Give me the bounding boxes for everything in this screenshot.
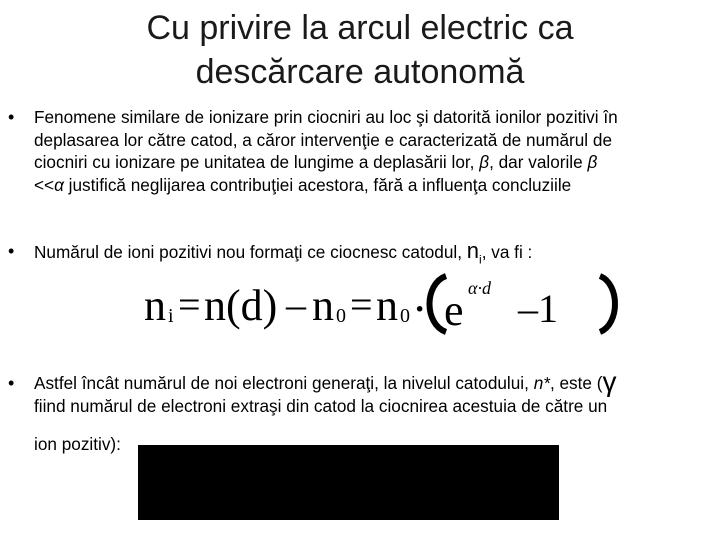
bullet-paragraph-ion-collisions (34, 106, 710, 196)
formula-minus-one: –1 (518, 286, 558, 331)
formula-n0-a: n (312, 281, 334, 330)
title-line-1: Cu privire la arcul electric ca (146, 9, 574, 47)
formula-n0-b: n (376, 281, 398, 330)
text-segment: << (34, 174, 55, 195)
nstar-symbol: n* (533, 373, 550, 393)
beta-symbol: β (587, 152, 598, 172)
text-segment: Numărul de ioni pozitivi nou formaţi ce ciocnesc catodul, (34, 242, 467, 262)
ni-symbol (466, 238, 482, 267)
text-segment: , va fi : (481, 242, 533, 262)
paragraph-line: fiind numărul de electroni extraşi din catod la ciocnirea acestuia de către un (34, 395, 608, 416)
text-segment: ciocniri cu ionizare pe unitatea de lungime a deplasării lor, (34, 152, 480, 172)
bullet-marker: • (8, 373, 15, 393)
gamma-symbol: γ (602, 366, 617, 397)
formula-equals: = (178, 282, 201, 327)
paragraph-line (34, 174, 710, 197)
text-segment: Astfel încât numărul de noi electroni generaţi, la nivelul catodului, (34, 373, 534, 393)
formula-equals: = (350, 282, 373, 327)
bullet-paragraph-new-electrons (34, 366, 710, 456)
paragraph-line: ion pozitiv): (34, 434, 121, 454)
right-parenthesis (600, 276, 615, 332)
alpha-symbol: α (54, 174, 64, 195)
text-segment: , dar valorile (489, 152, 588, 172)
beta-symbol: β (479, 152, 490, 172)
formula-n-of-d: n(d) (204, 281, 278, 330)
formula-subscript-0: 0 (336, 305, 346, 327)
bullet-marker: • (8, 107, 15, 127)
bullet-paragraph-positive-ions (34, 240, 710, 271)
paragraph-line: Fenomene similare de ionizare prin ciocniri au loc şi datorită ionilor pozitivi în (34, 107, 618, 127)
formula-subscript-0: 0 (400, 305, 410, 327)
slide-title (0, 6, 720, 94)
paragraph-line (34, 151, 710, 174)
paragraph-line (34, 366, 710, 397)
bullet-marker: • (8, 241, 15, 261)
formula-minus: – (286, 282, 306, 327)
ion-count-formula (140, 270, 620, 338)
redacted-formula-box (138, 445, 559, 520)
title-line-2: descărcare autonomă (195, 53, 525, 91)
formula-lhs-subscript: i (168, 305, 174, 327)
paragraph-line: deplasarea lor către catod, a căror intervenţie e caracterizată de numărul de (34, 129, 613, 150)
formula-e: e (444, 286, 464, 335)
ni-subscript: i (479, 252, 482, 267)
ni-base: n (466, 238, 480, 263)
formula-exponent: α·d (468, 278, 491, 298)
text-segment: justifică neglijarea contribuţiei acestora, fără a influenţa concluziile (63, 174, 572, 195)
formula-lhs-n: n (144, 281, 166, 330)
text-segment: , este ( (549, 373, 603, 393)
formula-dot: · (414, 291, 426, 328)
